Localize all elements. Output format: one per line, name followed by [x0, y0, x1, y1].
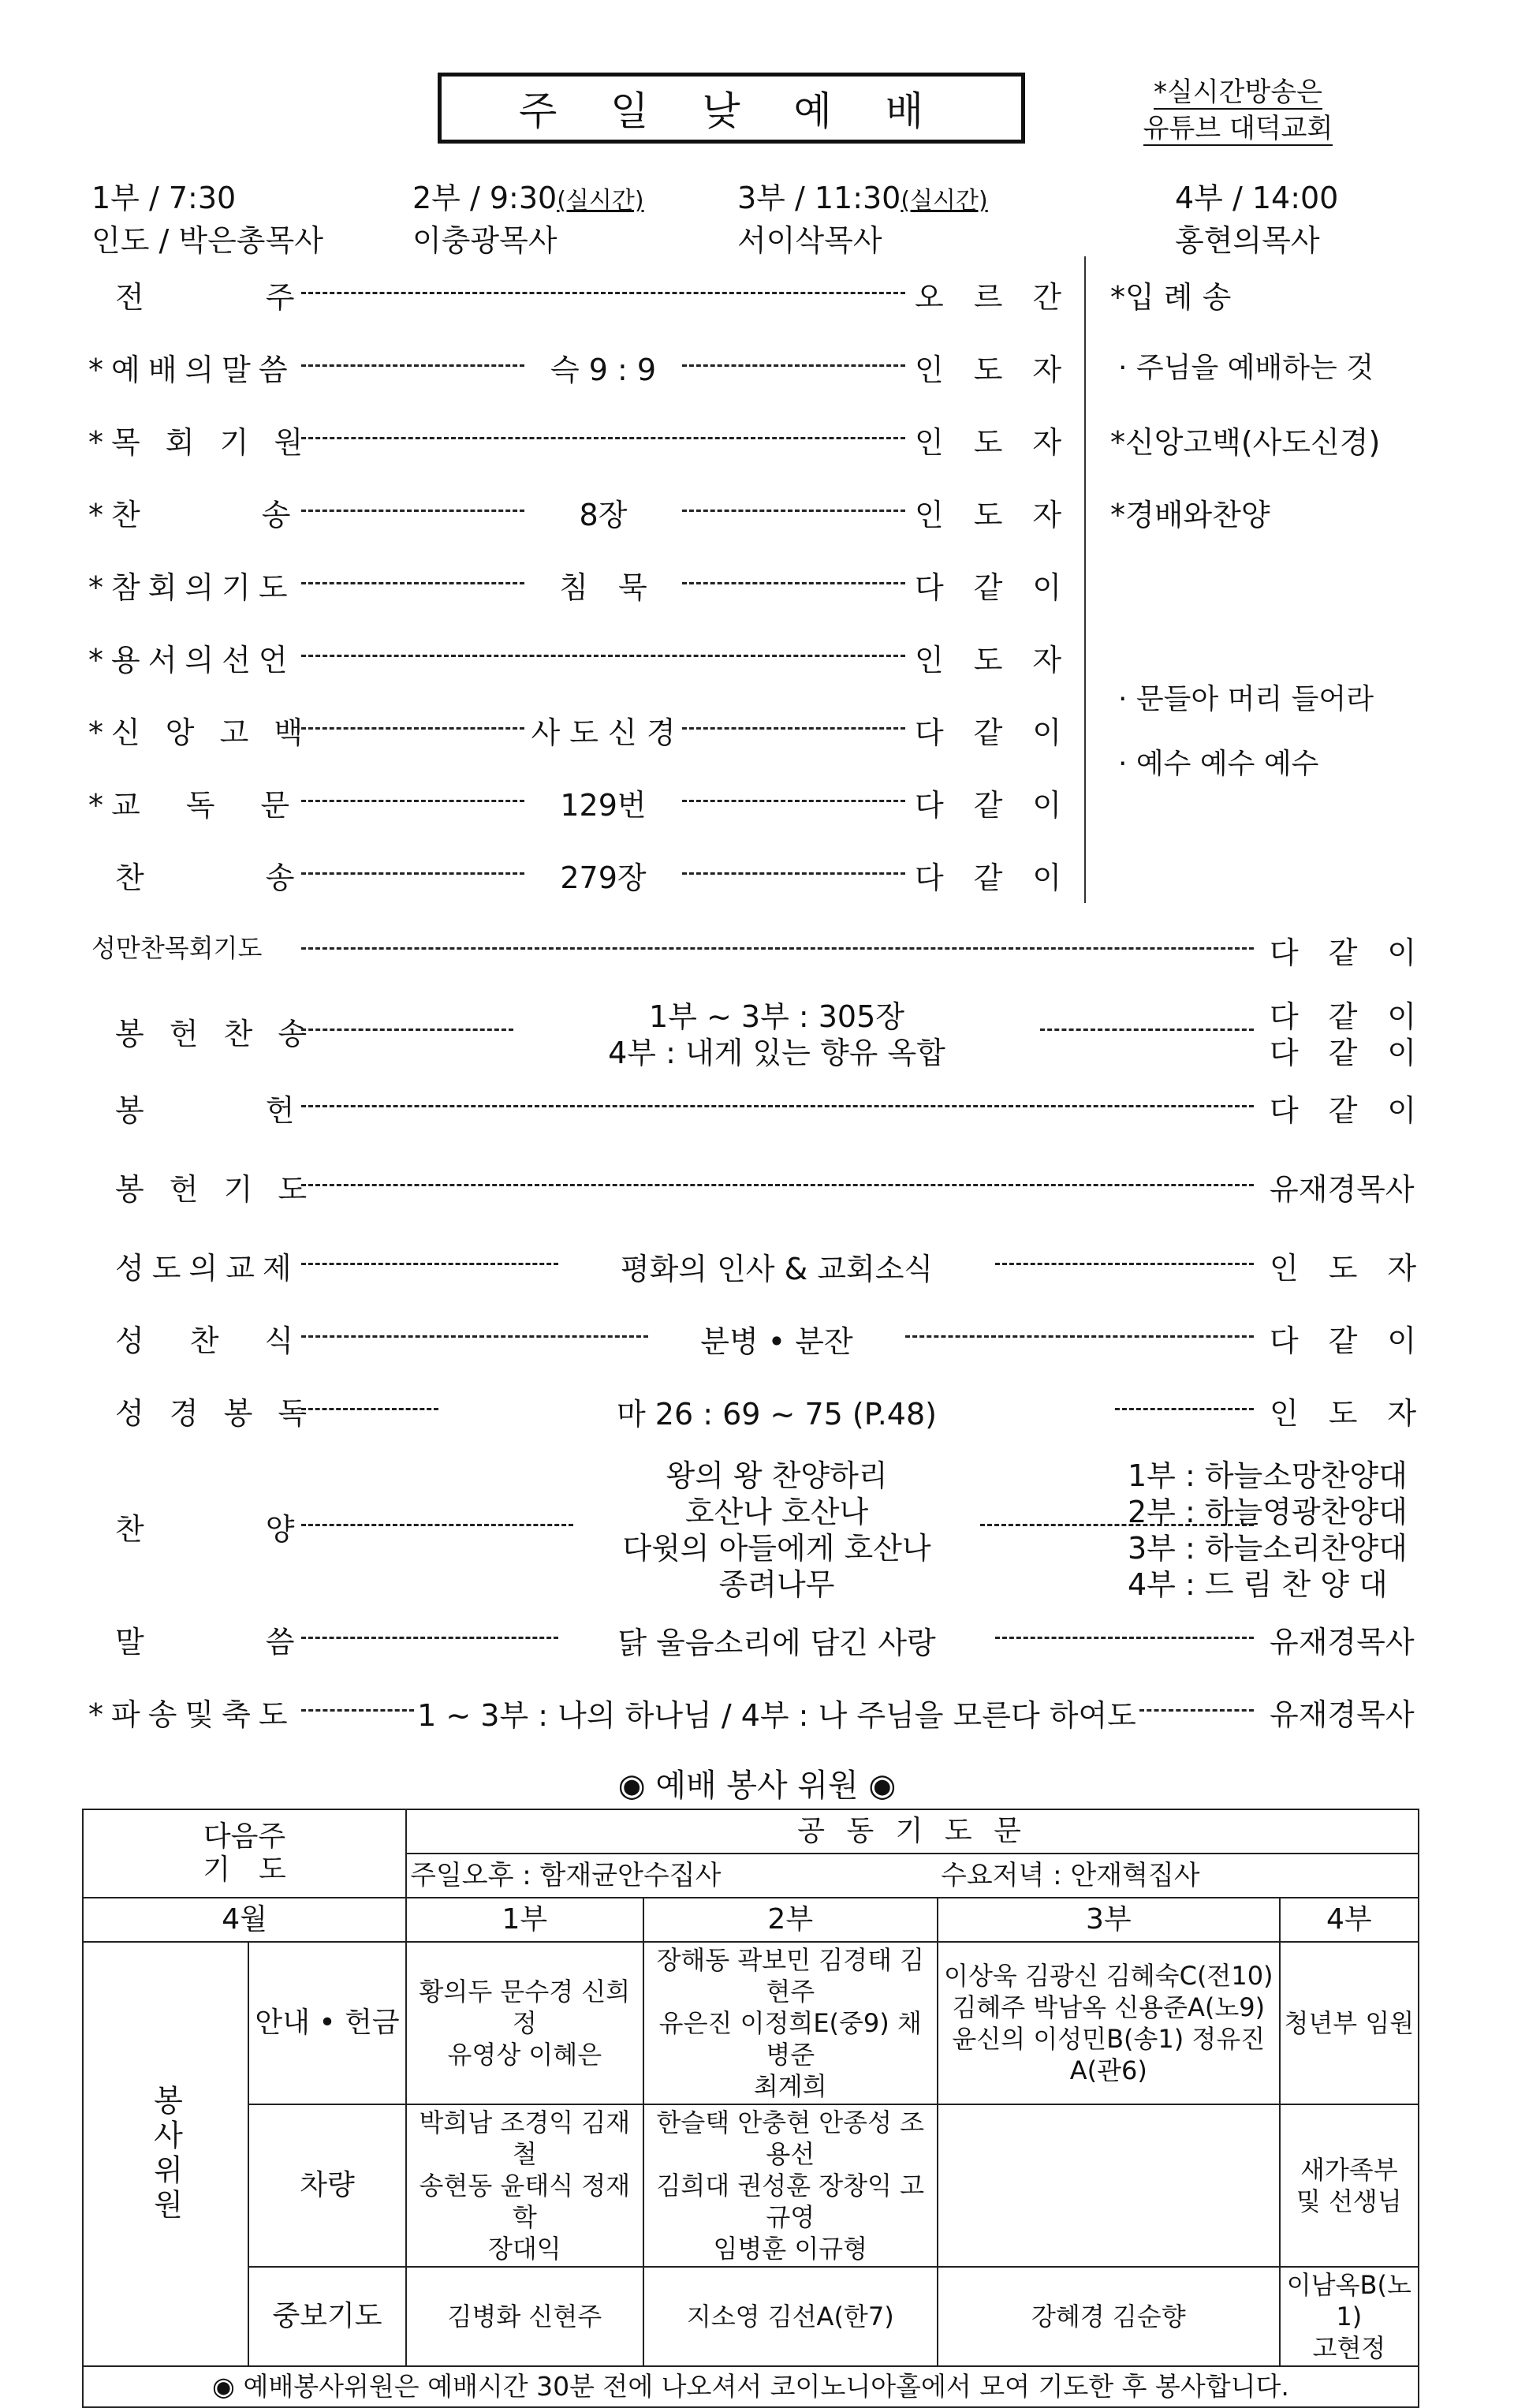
order-right: 유재경목사 [1270, 1172, 1415, 1207]
service-1-time: 1부 / 7:30 [91, 181, 237, 215]
next-week-prayer-cell: 다음주 기 도 [83, 1809, 406, 1898]
order-label: *신 앙 고 백 [88, 715, 311, 750]
page-title: 주 일 낮 예 배 [438, 73, 1025, 144]
order-label: 성 경 봉 독 [115, 1396, 315, 1431]
service-2-leader: 이충광목사 [412, 223, 557, 258]
dashed-leader [301, 727, 524, 730]
table-cell: 강혜경 김순향 [938, 2267, 1280, 2366]
committee-table [82, 1809, 1419, 2408]
order-label: *파송및축도 [88, 1697, 296, 1732]
order-label: *용서의선언 [88, 643, 296, 678]
service-3-leader: 서이삭목사 [737, 223, 882, 258]
order-right: 다 같 이 [1270, 1093, 1417, 1128]
order-center: 129번 [560, 788, 647, 823]
order-label: 전 주 [115, 280, 303, 315]
order-center: 1 ~ 3부 : 나의 하나님 / 4부 : 나 주님을 모른다 하여도 [417, 1698, 1136, 1733]
order-right: 다 같 이 [1270, 1036, 1417, 1070]
dashed-leader [301, 292, 905, 294]
dashed-leader [301, 364, 524, 367]
table-cell: 박희남 조경익 김재철 송현동 윤태식 정재학 장대익 [406, 2104, 643, 2267]
order-center: 분병 • 분잔 [700, 1324, 853, 1359]
order-center: 4부 : 내게 있는 향유 옥합 [608, 1036, 945, 1070]
order-label: 말 씀 [115, 1625, 303, 1659]
order-right: 유재경목사 [1270, 1697, 1415, 1732]
dashed-leader [301, 1029, 513, 1031]
order-right: 다 같 이 [1270, 999, 1417, 1034]
order-right: 인 도 자 [915, 498, 1062, 532]
table-cell [938, 2104, 1280, 2267]
order-right: 다 같 이 [1270, 1323, 1417, 1358]
divider-line [1084, 256, 1086, 903]
dashed-leader [301, 582, 524, 584]
service-4-leader: 홍현의목사 [1175, 223, 1320, 258]
table-cell: 한슬택 안충현 안종성 조용선 김희대 권성훈 장창익 고규영 임병훈 이규형 [643, 2104, 938, 2267]
order-right: 다 같 이 [915, 861, 1062, 895]
service-2-time: 2부 / 9:30(실시간) [412, 181, 644, 215]
side-note-song-3: · 예수 예수 예수 [1118, 748, 1319, 780]
table-cell: 새가족부 및 선생님 [1280, 2104, 1419, 2267]
common-prayer-header: 공 동 기 도 문 [406, 1809, 1419, 1854]
order-center: 침 묵 [559, 570, 647, 605]
order-right: 인 도 자 [1270, 1251, 1417, 1286]
order-right: 다 같 이 [915, 715, 1062, 750]
dashed-leader [301, 1709, 414, 1712]
order-right: 3부 : 하늘소리찬양대 [1128, 1531, 1408, 1566]
role-label: 차량 [248, 2104, 406, 2267]
order-center: 279장 [560, 861, 647, 895]
dashed-leader [301, 947, 1254, 950]
order-right: 4부 : 드 림 찬 양 대 [1128, 1567, 1388, 1602]
order-label: 성 찬 식 [115, 1323, 302, 1358]
dashed-leader [682, 582, 905, 584]
order-center: 다윗의 아들에게 호산나 [622, 1531, 931, 1566]
dashed-leader [301, 655, 905, 657]
side-note-entrance: *입 례 송 [1110, 280, 1232, 315]
order-label: 봉 헌 기 도 [115, 1172, 315, 1207]
committee-footer: ◉ 예배봉사위원은 예배시간 30분 전에 나오셔서 코이노니아홀에서 모여 기도한 후 봉사합니다. [83, 2366, 1419, 2407]
side-note-praise: *경배와찬양 [1110, 498, 1270, 532]
committee-heading: ◉ 예배 봉사 위원 ◉ [617, 1768, 897, 1804]
table-cell: 김병화 신현주 [406, 2267, 643, 2366]
order-label: *교 독 문 [88, 788, 298, 823]
order-center: 닭 울음소리에 담긴 사랑 [617, 1626, 936, 1660]
table-cell: 장해동 곽보민 김경태 김현주 유은진 이정희E(중9) 채병준 최계희 [643, 1942, 938, 2104]
order-center: 8장 [579, 498, 628, 532]
dashed-leader [301, 800, 524, 802]
order-center: 사 도 신 경 [531, 715, 676, 750]
order-label: *참회의기도 [88, 570, 296, 605]
order-right: 1부 : 하늘소망찬양대 [1128, 1458, 1408, 1493]
group-label: 봉사위원 [83, 1942, 248, 2366]
order-right: 다 같 이 [1270, 935, 1417, 970]
col-header-4: 4부 [1280, 1898, 1419, 1942]
dashed-leader [995, 1263, 1254, 1265]
order-label: 찬 송 [115, 861, 303, 895]
table-cell: 청년부 임원 [1280, 1942, 1419, 2104]
order-right: 인 도 자 [915, 643, 1062, 678]
order-label: 찬 양 [115, 1512, 303, 1547]
order-label: 성도의교제 [115, 1251, 300, 1286]
side-note-creed: *신앙고백(사도신경) [1110, 425, 1381, 460]
dashed-leader [995, 1637, 1254, 1639]
table-cell: 황의두 문수경 신희정 유영상 이혜은 [406, 1942, 643, 2104]
col-header-1: 1부 [406, 1898, 643, 1942]
dashed-leader [301, 1637, 558, 1639]
dashed-leader [301, 437, 905, 439]
dashed-leader [301, 1524, 573, 1526]
sunday-pm-prayer: 주일오후 : 함재균안수집사 [406, 1854, 938, 1898]
order-center: 1부 ~ 3부 : 305장 [649, 999, 904, 1034]
side-note-song-1: · 주님을 예배하는 것 [1118, 352, 1374, 384]
dashed-leader [682, 364, 905, 367]
order-right: 오 르 간 [915, 280, 1062, 315]
dashed-leader [301, 1408, 438, 1410]
order-label: *찬 송 [88, 498, 299, 532]
order-right: 다 같 이 [915, 570, 1062, 605]
broadcast-note: *실시간방송은 유튜브 대덕교회 [1143, 77, 1333, 144]
order-right: 인 도 자 [915, 425, 1062, 460]
order-center: 마 26 : 69 ~ 75 (P.48) [617, 1397, 937, 1432]
dashed-leader [682, 727, 905, 730]
dashed-leader [905, 1335, 1254, 1338]
role-label: 안내 • 헌금 [248, 1942, 406, 2104]
table-cell: 지소영 김선A(한7) [643, 2267, 938, 2366]
order-right: 2부 : 하늘영광찬양대 [1128, 1495, 1408, 1529]
dashed-leader [682, 872, 905, 875]
order-label: 봉 헌 [115, 1093, 303, 1128]
order-right: 다 같 이 [915, 788, 1062, 823]
service-1-leader: 인도 / 박은총목사 [91, 223, 323, 258]
service-4-time: 4부 / 14:00 [1175, 181, 1339, 215]
order-center: 슥 9 : 9 [550, 353, 657, 387]
col-header-3: 3부 [938, 1898, 1280, 1942]
order-center: 종려나무 [718, 1567, 835, 1602]
wednesday-pm-prayer: 수요저녁 : 안재혁집사 [938, 1854, 1419, 1898]
dashed-leader [301, 1335, 648, 1338]
order-label: *예배의말씀 [88, 353, 296, 387]
order-right: 인 도 자 [915, 353, 1062, 387]
dashed-leader [301, 1263, 558, 1265]
order-label: 봉 헌 찬 송 [115, 1017, 315, 1051]
table-cell: 이상욱 김광신 김혜숙C(전10) 김혜주 박남옥 신용준A(노9) 윤신의 이성민B(송1) 정유진A(관6) [938, 1942, 1280, 2104]
dashed-leader [1115, 1408, 1254, 1410]
order-center: 호산나 호산나 [684, 1495, 869, 1529]
order-right: 인 도 자 [1270, 1396, 1417, 1431]
dashed-leader [682, 800, 905, 802]
order-label: 성만찬목회기도 [91, 933, 263, 963]
side-note-song-2: · 문들아 머리 들어라 [1118, 683, 1374, 715]
month-cell: 4월 [83, 1898, 406, 1942]
dashed-leader [301, 1105, 1254, 1107]
dashed-leader [301, 872, 524, 875]
dashed-leader [1040, 1029, 1254, 1031]
table-cell: 이남옥B(노1) 고현정 [1280, 2267, 1419, 2366]
order-center: 왕의 왕 찬양하리 [666, 1458, 888, 1493]
dashed-leader [682, 510, 905, 512]
order-label: *목 회 기 원 [88, 425, 311, 460]
col-header-2: 2부 [643, 1898, 938, 1942]
dashed-leader [1139, 1709, 1254, 1712]
dashed-leader [301, 510, 524, 512]
service-3-time: 3부 / 11:30(실시간) [737, 181, 988, 215]
order-right: 유재경목사 [1270, 1625, 1415, 1659]
role-label: 중보기도 [248, 2267, 406, 2366]
order-center: 평화의 인사 & 교회소식 [620, 1252, 934, 1286]
dashed-leader [301, 1184, 1254, 1186]
